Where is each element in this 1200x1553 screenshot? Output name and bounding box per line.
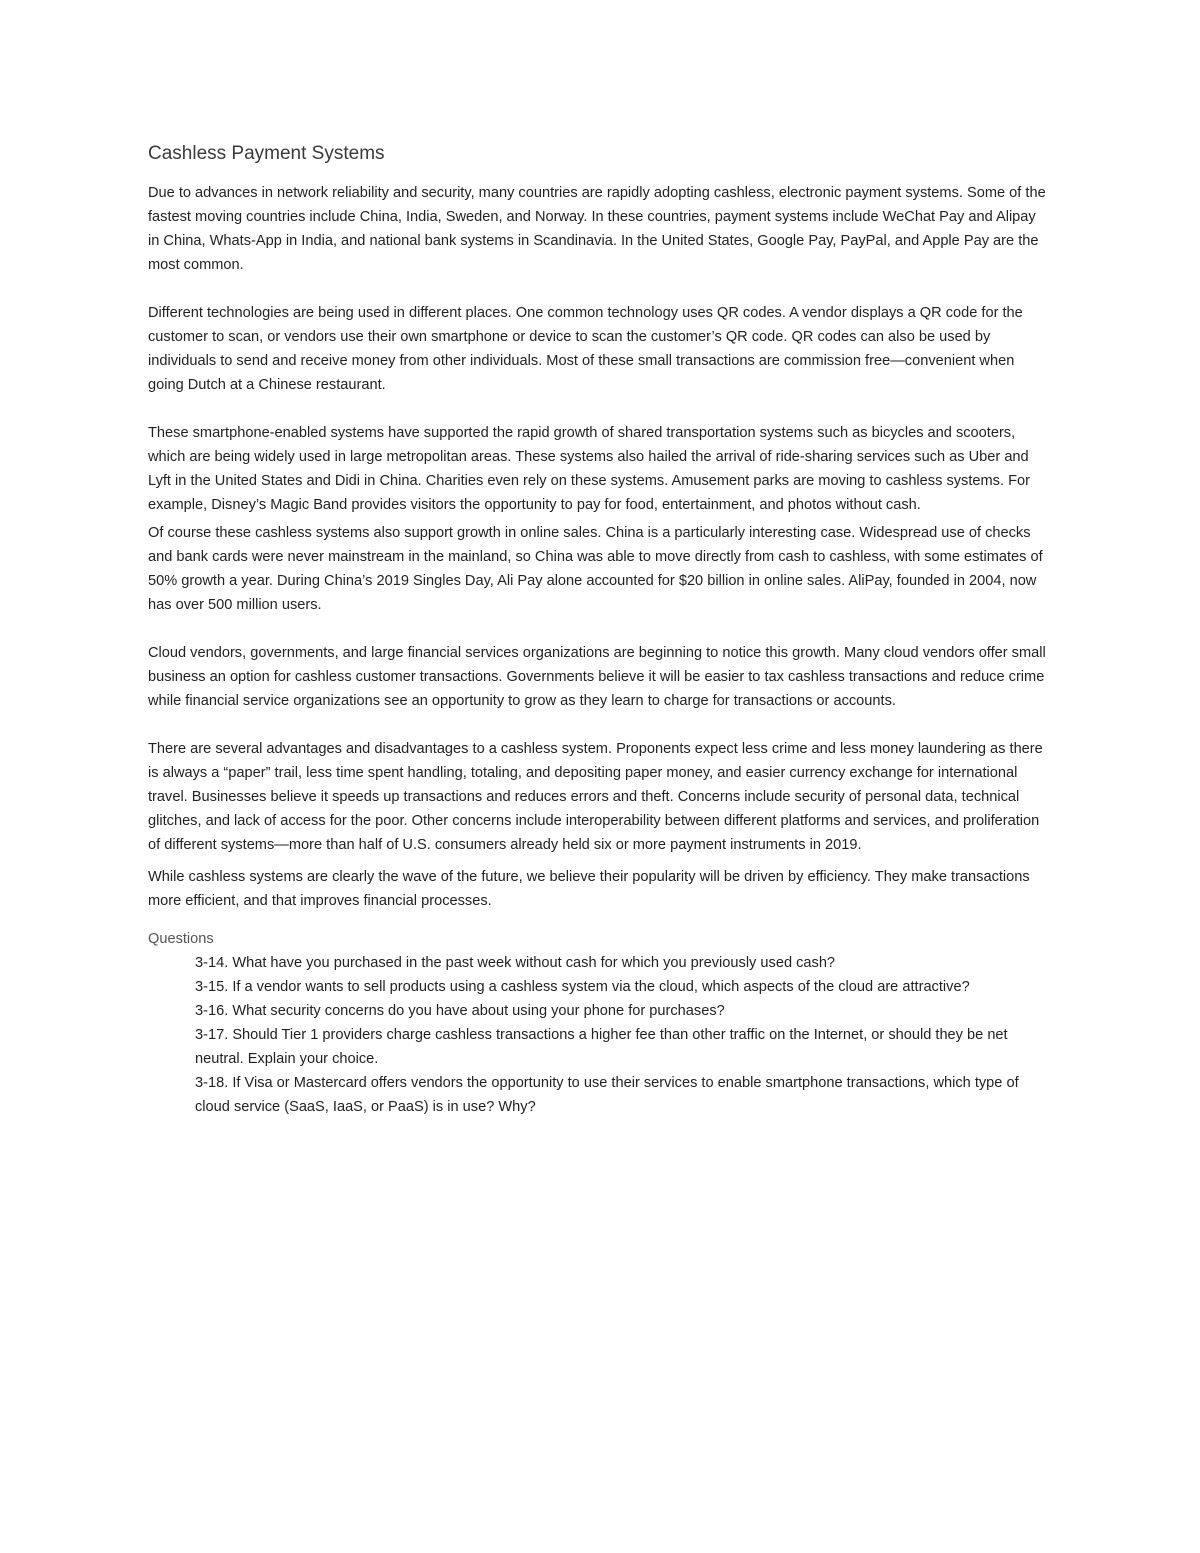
document-title: Cashless Payment Systems xyxy=(148,143,385,164)
question-item: 3-14. What have you purchased in the past week without cash for which you previously used cash? xyxy=(195,955,836,971)
paragraph-cloud-vendors: Cloud vendors, governments, and large financial services organizations are beginning to notice this growth. Many cloud vendors offer small business an option for cashless customer transactions. Governments believe it will be easier to tax cashless transactions and reduce crime while financial service organizations see an opportunity to grow as they learn to charge for transactions or accounts. xyxy=(148,645,1046,709)
paragraph-conclusion: While cashless systems are clearly the wave of the future, we believe their popularity will be driven by efficiency. They make transactions more efficient, and that improves financial processes. xyxy=(148,869,1030,909)
document-page xyxy=(148,141,1048,1119)
paragraph-intro: Due to advances in network reliability and security, many countries are rapidly adopting cashless, electronic payment systems. Some of the fastest moving countries include China, India, Sweden, and Norway. In these countries, payment systems include WeChat Pay and Alipay in China, Whats-App in India, and national bank systems in Scandinavia. In the United States, Google Pay, PayPal, and Apple Pay are the most common. xyxy=(148,185,1046,273)
paragraph-advantages: There are several advantages and disadvantages to a cashless system. Proponents expect less crime and less money laundering as there is always a “paper” trail, less time spent handling, totaling, and depositing paper money, and easier currency exchange for international travel. Businesses believe it speeds up transactions and reduces errors and theft. Concerns include security of personal data, technical glitches, and lack of access for the poor. Other concerns include interoperability between different platforms and services, and proliferation of different systems—more than half of U.S. consumers already held six or more payment instruments in 2019. xyxy=(148,741,1043,853)
paragraph-online-sales: Of course these cashless systems also support growth in online sales. China is a particularly interesting case. Widespread use of checks and bank cards were never mainstream in the mainland, so China was able to move directly from cash to cashless, with some estimates of 50% growth a year. During China’s 2019 Singles Day, Ali Pay alone accounted for $20 billion in online sales. AliPay, founded in 2004, now has over 500 million users. xyxy=(148,525,1043,613)
question-item: 3-16. What security concerns do you have about using your phone for purchases? xyxy=(195,1003,725,1019)
question-item: 3-15. If a vendor wants to sell products using a cashless system via the cloud, which aspects of the cloud are attractive? xyxy=(195,979,970,995)
paragraph-technologies: Different technologies are being used in different places. One common technology uses QR codes. A vendor displays a QR code for the customer to scan, or vendors use their own smartphone or device to scan the customer’s QR code. QR codes can also be used by individuals to send and receive money from other individuals. Most of these small transactions are commission free—convenient when going Dutch at a Chinese restaurant. xyxy=(148,305,1023,393)
paragraph-transportation: These smartphone-enabled systems have supported the rapid growth of shared transportation systems such as bicycles and scooters, which are being widely used in large metropolitan areas. These systems also hailed the arrival of ride-sharing services such as Uber and Lyft in the United States and Didi in China. Charities even rely on these systems. Amusement parks are moving to cashless systems. For example, Disney’s Magic Band provides visitors the opportunity to pay for food, entertainment, and photos without cash. xyxy=(148,425,1030,513)
questions-list xyxy=(148,951,1048,1119)
question-item: 3-17. Should Tier 1 providers charge cashless transactions a higher fee than other traffic on the Internet, or should they be net neutral. Explain your choice. xyxy=(195,1027,1008,1067)
question-item: 3-18. If Visa or Mastercard offers vendors the opportunity to use their services to enable smartphone transactions, which type of cloud service (SaaS, IaaS, or PaaS) is in use? Why? xyxy=(195,1075,1019,1115)
questions-heading: Questions xyxy=(148,931,214,947)
